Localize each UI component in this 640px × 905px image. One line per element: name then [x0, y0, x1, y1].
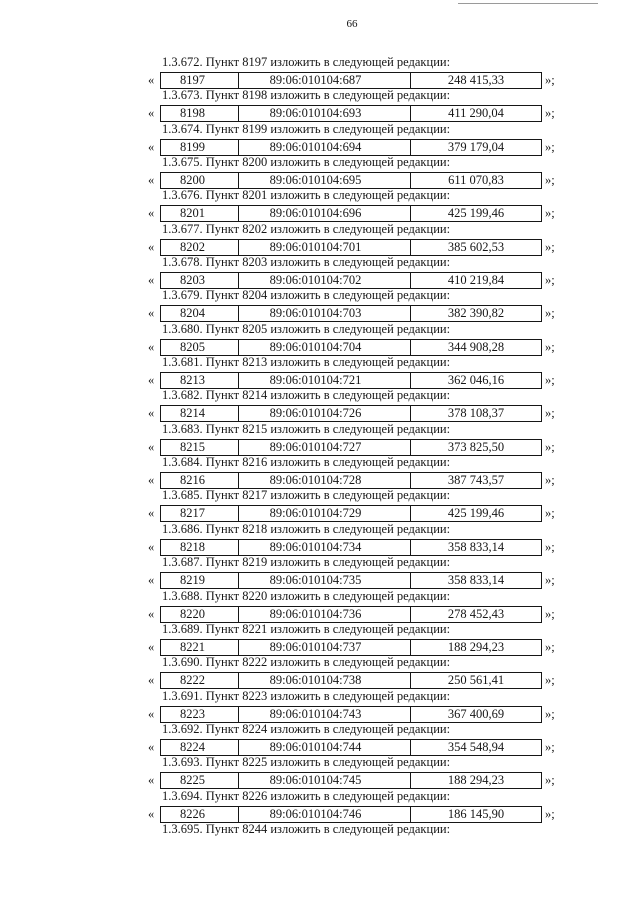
- table-row: [148, 739, 560, 756]
- item-number-cell: 8198: [161, 106, 239, 121]
- cadastral-number-cell: 89:06:010104:736: [239, 607, 411, 622]
- cadastral-number-cell: 89:06:010104:704: [239, 340, 411, 355]
- amendment-item: [148, 188, 560, 221]
- closing-quote: »;: [545, 406, 555, 421]
- data-table: [160, 706, 542, 723]
- amendment-item: [148, 488, 560, 521]
- cadastral-number-cell: 89:06:010104:727: [239, 440, 411, 455]
- table-row: [148, 105, 560, 122]
- item-number-cell: 8215: [161, 440, 239, 455]
- closing-quote: »;: [545, 106, 555, 121]
- amendment-item: [148, 222, 560, 255]
- value-cell: 425 199,46: [447, 506, 505, 521]
- closing-quote: »;: [545, 173, 555, 188]
- closing-quote: »;: [545, 773, 555, 788]
- table-row: [148, 572, 560, 589]
- table-row: [148, 772, 560, 789]
- table-row: [148, 139, 560, 156]
- amendment-item: [148, 589, 560, 622]
- amendment-item: [148, 522, 560, 555]
- amendment-item: [148, 422, 560, 455]
- data-table: [160, 505, 542, 522]
- amendment-item: [148, 655, 560, 688]
- opening-quote: «: [148, 406, 155, 421]
- amendment-item: [148, 155, 560, 188]
- opening-quote: «: [148, 739, 155, 754]
- data-table: [160, 372, 542, 389]
- opening-quote: «: [148, 339, 155, 354]
- value-cell: 385 602,53: [447, 239, 505, 254]
- amendment-heading: 1.3.680. Пункт 8205 изложить в следующей редакции:: [162, 321, 451, 336]
- opening-quote: «: [148, 573, 155, 588]
- closing-quote: »;: [545, 306, 555, 321]
- table-row: [148, 239, 560, 256]
- item-number-cell: 8202: [161, 240, 239, 255]
- table-row: [148, 339, 560, 356]
- amendment-item: [148, 789, 560, 822]
- amendment-heading: 1.3.681. Пункт 8213 изложить в следующей редакции:: [162, 355, 451, 370]
- amendment-heading: 1.3.693. Пункт 8225 изложить в следующей редакции:: [162, 755, 451, 770]
- item-number-cell: 8223: [161, 707, 239, 722]
- item-number-cell: 8197: [161, 73, 239, 88]
- amendment-heading: 1.3.684. Пункт 8216 изложить в следующей редакции:: [162, 455, 451, 470]
- value-cell: 367 400,69: [447, 706, 505, 721]
- item-number-cell: 8205: [161, 340, 239, 355]
- page-number: 66: [346, 18, 358, 30]
- data-table: [160, 405, 542, 422]
- closing-quote: »;: [545, 539, 555, 554]
- data-table: [160, 339, 542, 356]
- amendment-heading: 1.3.695. Пункт 8244 изложить в следующей редакции:: [162, 821, 451, 836]
- cadastral-number-cell: 89:06:010104:693: [239, 106, 411, 121]
- data-table: [160, 239, 542, 256]
- table-row: [148, 272, 560, 289]
- value-cell: 358 833,14: [447, 573, 505, 588]
- data-table: [160, 739, 542, 756]
- opening-quote: «: [148, 539, 155, 554]
- amendment-item: [148, 822, 560, 855]
- opening-quote: «: [148, 806, 155, 821]
- data-table: [160, 439, 542, 456]
- item-number-cell: 8218: [161, 540, 239, 555]
- amendment-item: [148, 755, 560, 788]
- amendment-heading: 1.3.672. Пункт 8197 изложить в следующей редакции:: [162, 55, 451, 69]
- table-row: [148, 505, 560, 522]
- value-cell: 354 548,94: [447, 739, 505, 754]
- table-row: [148, 672, 560, 689]
- amendment-heading: 1.3.690. Пункт 8222 изложить в следующей редакции:: [162, 655, 451, 670]
- cadastral-number-cell: 89:06:010104:703: [239, 306, 411, 321]
- item-number-cell: 8204: [161, 306, 239, 321]
- closing-quote: »;: [545, 373, 555, 388]
- value-cell: 248 415,33: [447, 73, 505, 87]
- table-row: [148, 405, 560, 422]
- closing-quote: »;: [545, 239, 555, 254]
- data-table: [160, 639, 542, 656]
- amendments-list: [148, 55, 560, 855]
- item-number-cell: 8219: [161, 573, 239, 588]
- cadastral-number-cell: 89:06:010104:728: [239, 473, 411, 488]
- cadastral-number-cell: 89:06:010104:744: [239, 740, 411, 755]
- cadastral-number-cell: 89:06:010104:702: [239, 273, 411, 288]
- data-table: [160, 172, 542, 189]
- amendment-heading: 1.3.688. Пункт 8220 изложить в следующей редакции:: [162, 588, 451, 603]
- amendment-heading: 1.3.685. Пункт 8217 изложить в следующей редакции:: [162, 488, 451, 503]
- table-row: [148, 372, 560, 389]
- item-number-cell: 8226: [161, 807, 239, 822]
- cadastral-number-cell: 89:06:010104:721: [239, 373, 411, 388]
- table-row: [148, 472, 560, 489]
- item-number-cell: 8203: [161, 273, 239, 288]
- cadastral-number-cell: 89:06:010104:726: [239, 406, 411, 421]
- closing-quote: »;: [545, 506, 555, 521]
- opening-quote: «: [148, 606, 155, 621]
- value-cell: 188 294,23: [447, 639, 505, 654]
- data-table: [160, 139, 542, 156]
- opening-quote: «: [148, 273, 155, 288]
- amendment-item: [148, 55, 560, 88]
- amendment-item: [148, 722, 560, 755]
- value-cell: 410 219,84: [447, 273, 505, 288]
- table-row: [148, 72, 560, 89]
- amendment-heading: 1.3.676. Пункт 8201 изложить в следующей редакции:: [162, 188, 451, 203]
- table-row: [148, 639, 560, 656]
- opening-quote: «: [148, 106, 155, 121]
- value-cell: 387 743,57: [447, 473, 505, 488]
- opening-quote: «: [148, 206, 155, 221]
- item-number-cell: 8216: [161, 473, 239, 488]
- cadastral-number-cell: 89:06:010104:729: [239, 506, 411, 521]
- cadastral-number-cell: 89:06:010104:694: [239, 140, 411, 155]
- amendment-heading: 1.3.675. Пункт 8200 изложить в следующей редакции:: [162, 155, 451, 170]
- item-number-cell: 8214: [161, 406, 239, 421]
- data-table: [160, 572, 542, 589]
- cadastral-number-cell: 89:06:010104:737: [239, 640, 411, 655]
- cadastral-number-cell: 89:06:010104:735: [239, 573, 411, 588]
- item-number-cell: 8199: [161, 140, 239, 155]
- data-table: [160, 272, 542, 289]
- opening-quote: «: [148, 139, 155, 154]
- opening-quote: «: [148, 706, 155, 721]
- opening-quote: «: [148, 173, 155, 188]
- closing-quote: »;: [545, 706, 555, 721]
- item-number-cell: 8217: [161, 506, 239, 521]
- opening-quote: «: [148, 673, 155, 688]
- opening-quote: «: [148, 773, 155, 788]
- value-cell: 362 046,16: [447, 373, 505, 388]
- closing-quote: »;: [545, 673, 555, 688]
- value-cell: 250 561,41: [447, 673, 505, 688]
- opening-quote: «: [148, 239, 155, 254]
- cadastral-number-cell: 89:06:010104:743: [239, 707, 411, 722]
- opening-quote: «: [148, 439, 155, 454]
- value-cell: 382 390,82: [447, 306, 505, 321]
- amendment-item: [148, 455, 560, 488]
- closing-quote: »;: [545, 339, 555, 354]
- cadastral-number-cell: 89:06:010104:734: [239, 540, 411, 555]
- data-table: [160, 472, 542, 489]
- value-cell: 278 452,43: [447, 606, 505, 621]
- data-table: [160, 806, 542, 823]
- closing-quote: »;: [545, 73, 555, 87]
- data-table: [160, 539, 542, 556]
- table-row: [148, 706, 560, 723]
- amendment-item: [148, 122, 560, 155]
- opening-quote: «: [148, 506, 155, 521]
- table-row: [148, 205, 560, 222]
- value-cell: 188 294,23: [447, 773, 505, 788]
- amendment-heading: 1.3.694. Пункт 8226 изложить в следующей редакции:: [162, 788, 451, 803]
- item-number-cell: 8224: [161, 740, 239, 755]
- closing-quote: »;: [545, 639, 555, 654]
- data-table: [160, 105, 542, 122]
- closing-quote: »;: [545, 806, 555, 821]
- cadastral-number-cell: 89:06:010104:695: [239, 173, 411, 188]
- item-number-cell: 8200: [161, 173, 239, 188]
- item-number-cell: 8220: [161, 607, 239, 622]
- amendment-item: [148, 689, 560, 722]
- amendment-item: [148, 555, 560, 588]
- value-cell: 611 070,83: [448, 173, 504, 188]
- value-cell: 411 290,04: [448, 106, 504, 121]
- amendment-item: [148, 255, 560, 288]
- data-table: [160, 305, 542, 322]
- table-row: [148, 172, 560, 189]
- amendment-heading: 1.3.687. Пункт 8219 изложить в следующей редакции:: [162, 555, 451, 570]
- value-cell: 373 825,50: [447, 439, 505, 454]
- cadastral-number-cell: 89:06:010104:745: [239, 773, 411, 788]
- amendment-item: [148, 388, 560, 421]
- amendment-heading: 1.3.686. Пункт 8218 изложить в следующей редакции:: [162, 521, 451, 536]
- amendment-heading: 1.3.673. Пункт 8198 изложить в следующей редакции:: [162, 88, 451, 103]
- item-number-cell: 8221: [161, 640, 239, 655]
- amendment-heading: 1.3.678. Пункт 8203 изложить в следующей редакции:: [162, 255, 451, 270]
- amendment-heading: 1.3.679. Пункт 8204 изложить в следующей редакции:: [162, 288, 451, 303]
- scan-edge-line: [458, 3, 598, 4]
- table-row: [148, 305, 560, 322]
- closing-quote: »;: [545, 139, 555, 154]
- amendment-heading: 1.3.691. Пункт 8223 изложить в следующей редакции:: [162, 688, 451, 703]
- cadastral-number-cell: 89:06:010104:696: [239, 206, 411, 221]
- table-row: [148, 539, 560, 556]
- table-row: [148, 606, 560, 623]
- opening-quote: «: [148, 639, 155, 654]
- opening-quote: «: [148, 73, 155, 87]
- opening-quote: «: [148, 373, 155, 388]
- closing-quote: »;: [545, 606, 555, 621]
- table-row: [148, 439, 560, 456]
- closing-quote: »;: [545, 439, 555, 454]
- closing-quote: »;: [545, 273, 555, 288]
- item-number-cell: 8213: [161, 373, 239, 388]
- item-number-cell: 8222: [161, 673, 239, 688]
- cadastral-number-cell: 89:06:010104:687: [239, 73, 411, 88]
- item-number-cell: 8225: [161, 773, 239, 788]
- opening-quote: «: [148, 473, 155, 488]
- amendment-item: [148, 322, 560, 355]
- amendment-item: [148, 288, 560, 321]
- closing-quote: »;: [545, 473, 555, 488]
- amendment-heading: 1.3.677. Пункт 8202 изложить в следующей редакции:: [162, 221, 451, 236]
- data-table: [160, 772, 542, 789]
- closing-quote: »;: [545, 573, 555, 588]
- amendment-item: [148, 622, 560, 655]
- value-cell: 378 108,37: [447, 406, 505, 421]
- cadastral-number-cell: 89:06:010104:746: [239, 807, 411, 822]
- cadastral-number-cell: 89:06:010104:701: [239, 240, 411, 255]
- amendment-heading: 1.3.689. Пункт 8221 изложить в следующей редакции:: [162, 621, 451, 636]
- opening-quote: «: [148, 306, 155, 321]
- cadastral-number-cell: 89:06:010104:738: [239, 673, 411, 688]
- value-cell: 186 145,90: [447, 806, 505, 821]
- value-cell: 358 833,14: [447, 539, 505, 554]
- value-cell: 344 908,28: [447, 339, 505, 354]
- table-row: [148, 806, 560, 823]
- amendment-item: [148, 355, 560, 388]
- data-table: [160, 606, 542, 623]
- item-number-cell: 8201: [161, 206, 239, 221]
- data-table: [160, 205, 542, 222]
- amendment-heading: 1.3.682. Пункт 8214 изложить в следующей редакции:: [162, 388, 451, 403]
- closing-quote: »;: [545, 206, 555, 221]
- value-cell: 425 199,46: [447, 206, 505, 221]
- closing-quote: »;: [545, 739, 555, 754]
- amendment-heading: 1.3.692. Пункт 8224 изложить в следующей редакции:: [162, 721, 451, 736]
- value-cell: 379 179,04: [447, 139, 505, 154]
- amendment-heading: 1.3.674. Пункт 8199 изложить в следующей редакции:: [162, 121, 451, 136]
- amendment-heading: 1.3.683. Пункт 8215 изложить в следующей редакции:: [162, 421, 451, 436]
- data-table: [160, 72, 542, 89]
- data-table: [160, 672, 542, 689]
- amendment-item: [148, 88, 560, 121]
